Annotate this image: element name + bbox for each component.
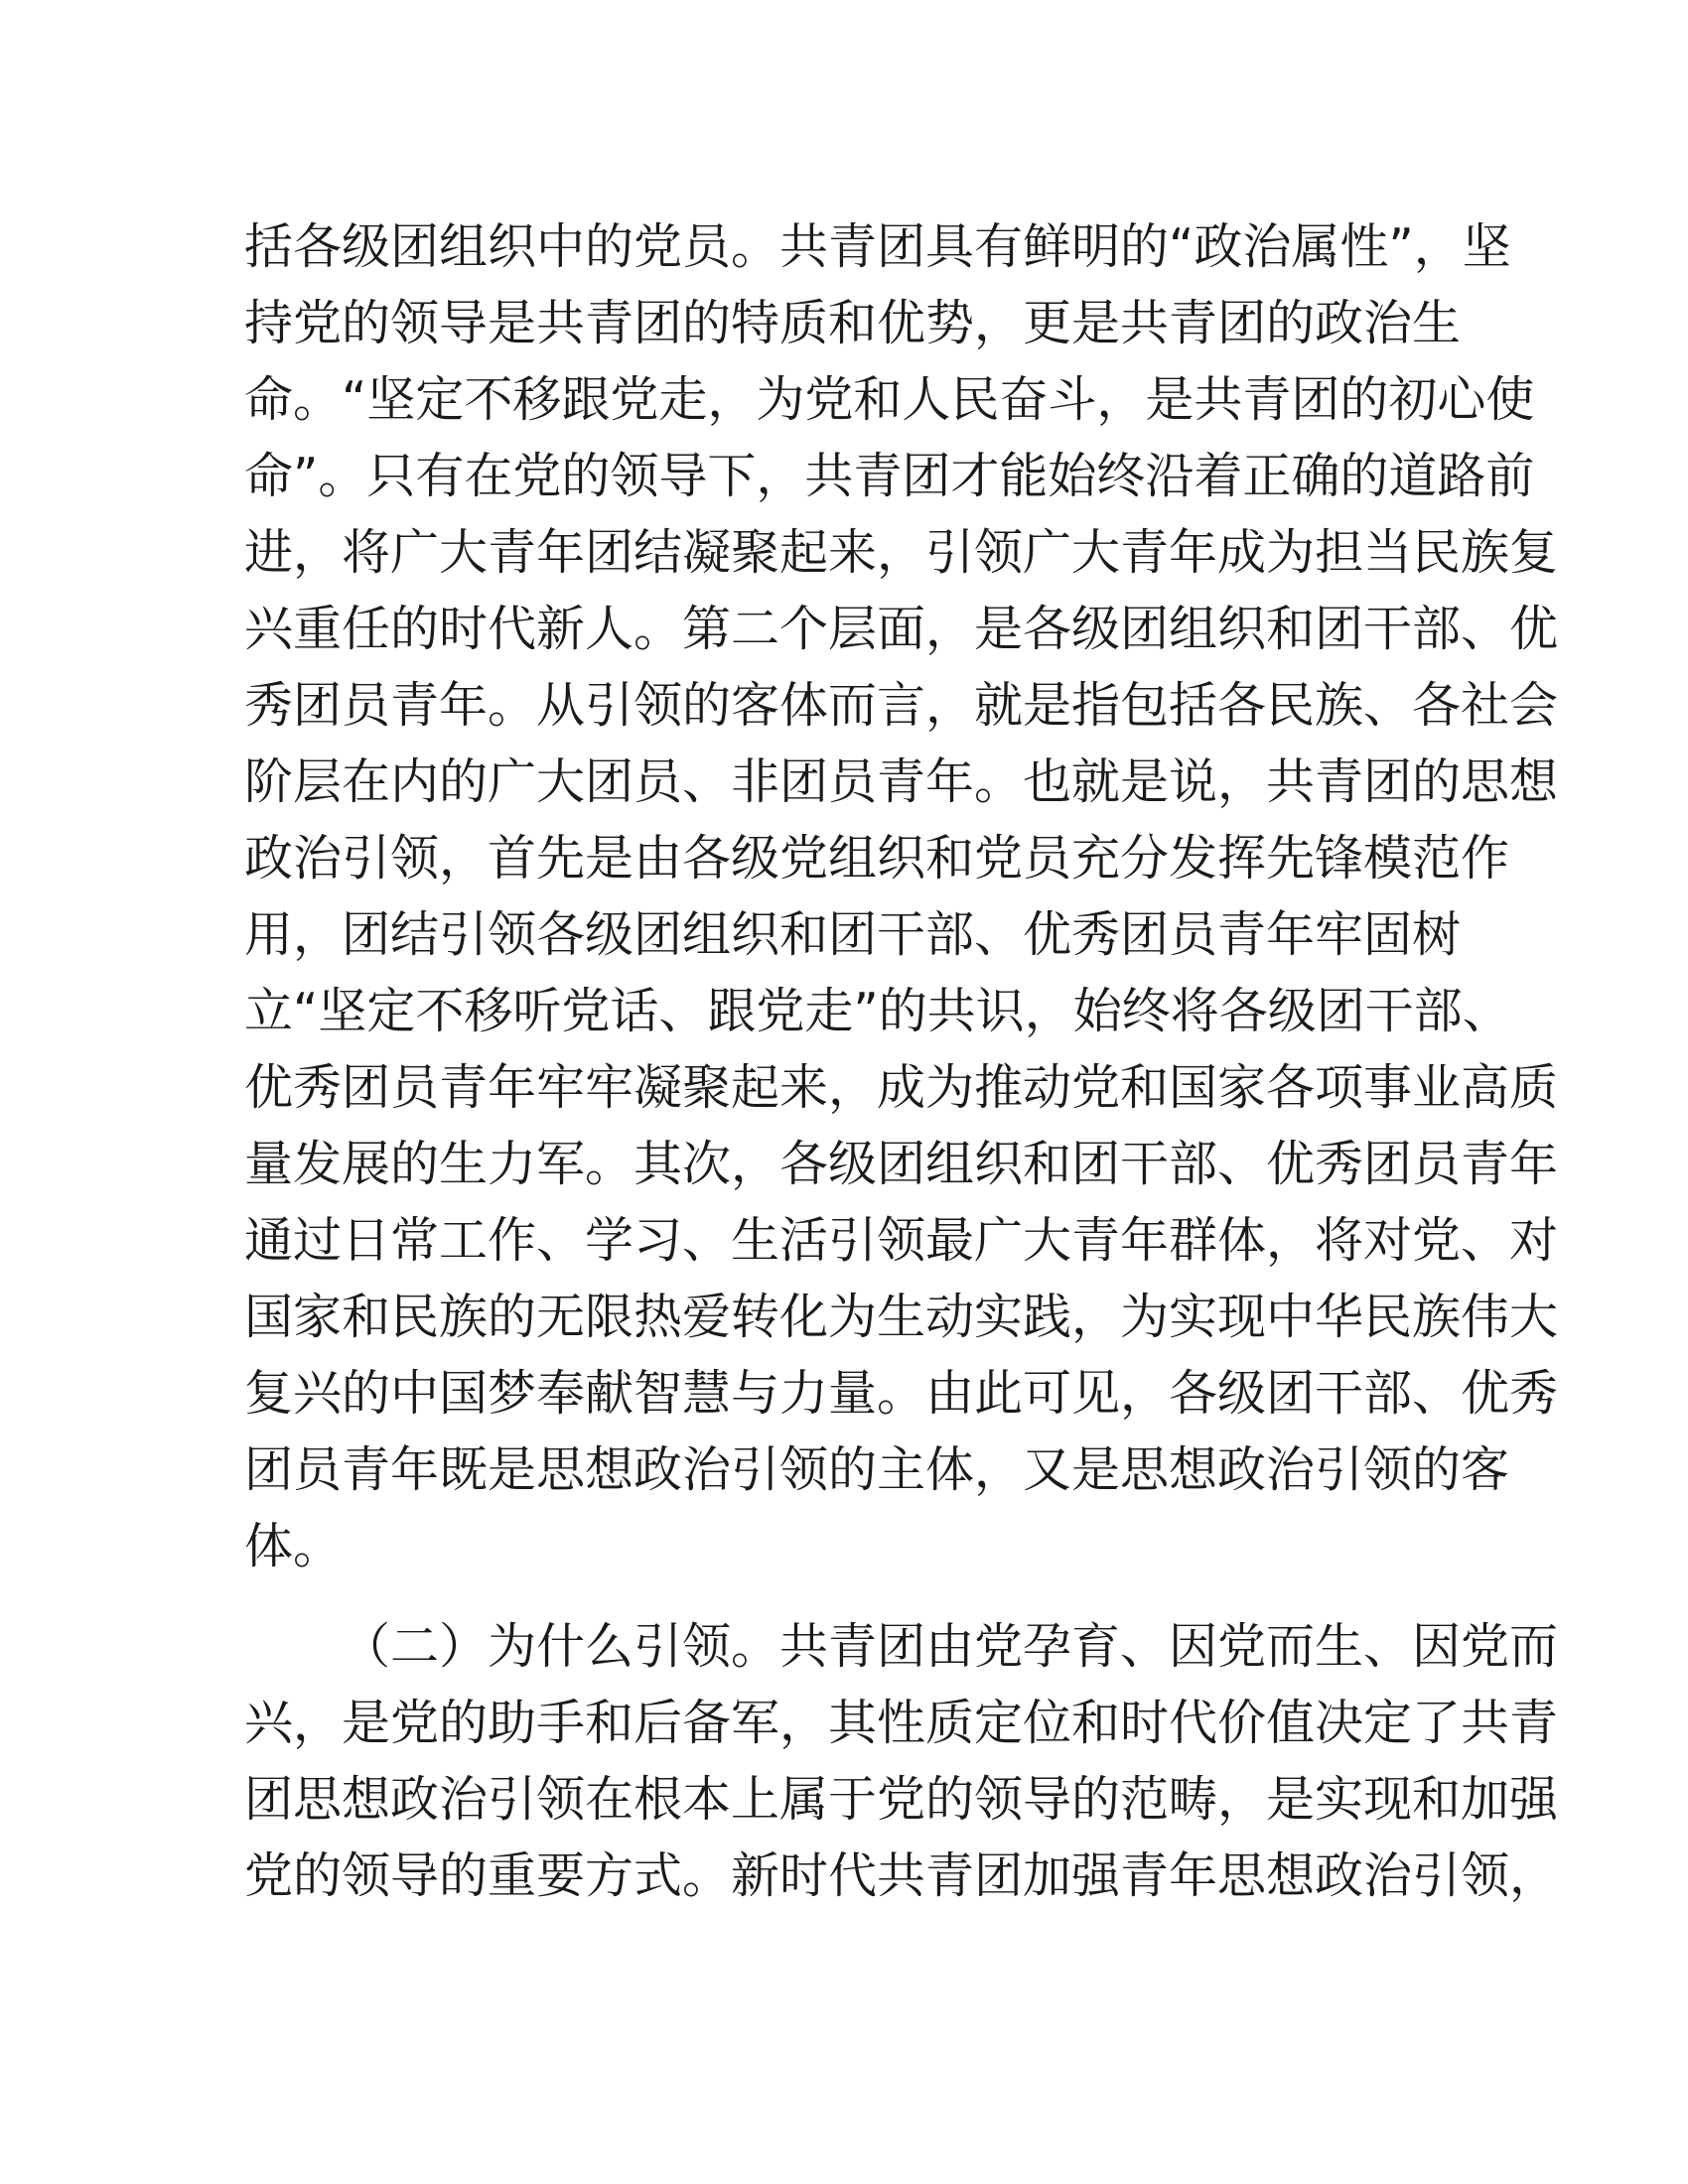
paragraph-line: 立“坚定不移听党话、跟党走”的共识，始终将各级团干部、 [244,983,1511,1039]
paragraph-line: 通过日常工作、学习、生活引领最广大青年群体，将对党、对 [244,1212,1559,1269]
paragraph-line: 命。“坚定不移跟党走，为党和人民奋斗，是共青团的初心使 [244,371,1535,428]
paragraph-line: 量发展的生力军。其次，各级团组织和团干部、优秀团员青年 [244,1136,1559,1192]
paragraph-line: 兴，是党的助手和后备军，其性质定位和时代价值决定了共青 [244,1695,1559,1751]
paragraph-line: 阶层在内的广大团员、非团员青年。也就是说，共青团的思想 [244,753,1559,810]
paragraph-line: 持党的领导是共青团的特质和优势，更是共青团的政治生 [244,295,1462,351]
paragraph-2 [244,1608,1559,1914]
paragraph-line: 团员青年既是思想政治引领的主体，又是思想政治引领的客 [244,1441,1510,1498]
paragraph-line: 兴重任的时代新人。第二个层面，是各级团组织和团干部、优 [244,601,1559,657]
paragraph-1 [244,208,1559,1584]
paragraph-line: 优秀团员青年牢牢凝聚起来，成为推动党和国家各项事业高质 [244,1059,1559,1116]
paragraph-line: 进，将广大青年团结凝聚起来，引领广大青年成为担当民族复 [244,524,1559,581]
paragraph-line: （二）为什么引领。共青团由党孕育、因党而生、因党而 [342,1618,1559,1675]
paragraph-line: 括各级团组织中的党员。共青团具有鲜明的“政治属性”，坚 [244,218,1511,275]
paragraph-line: 党的领导的重要方式。新时代共青团加强青年思想政治引领， [244,1847,1559,1904]
paragraph-line: 团思想政治引领在根本上属于党的领导的范畴，是实现和加强 [244,1771,1559,1828]
paragraph-line: 命”。只有在党的领导下，共青团才能始终沿着正确的道路前 [244,448,1535,504]
paragraph-line: 国家和民族的无限热爱转化为生动实践，为实现中华民族伟大 [244,1289,1559,1345]
paragraph-line: 用，团结引领各级团组织和团干部、优秀团员青年牢固树 [244,906,1462,963]
paragraph-line: 体。 [244,1518,343,1574]
paragraph-line: 复兴的中国梦奉献智慧与力量。由此可见，各级团干部、优秀 [244,1365,1559,1422]
paragraph-line: 秀团员青年。从引领的客体而言，就是指包括各民族、各社会 [244,677,1559,734]
paragraph-line: 政治引领，首先是由各级党组织和党员充分发挥先锋模范作 [244,830,1510,887]
